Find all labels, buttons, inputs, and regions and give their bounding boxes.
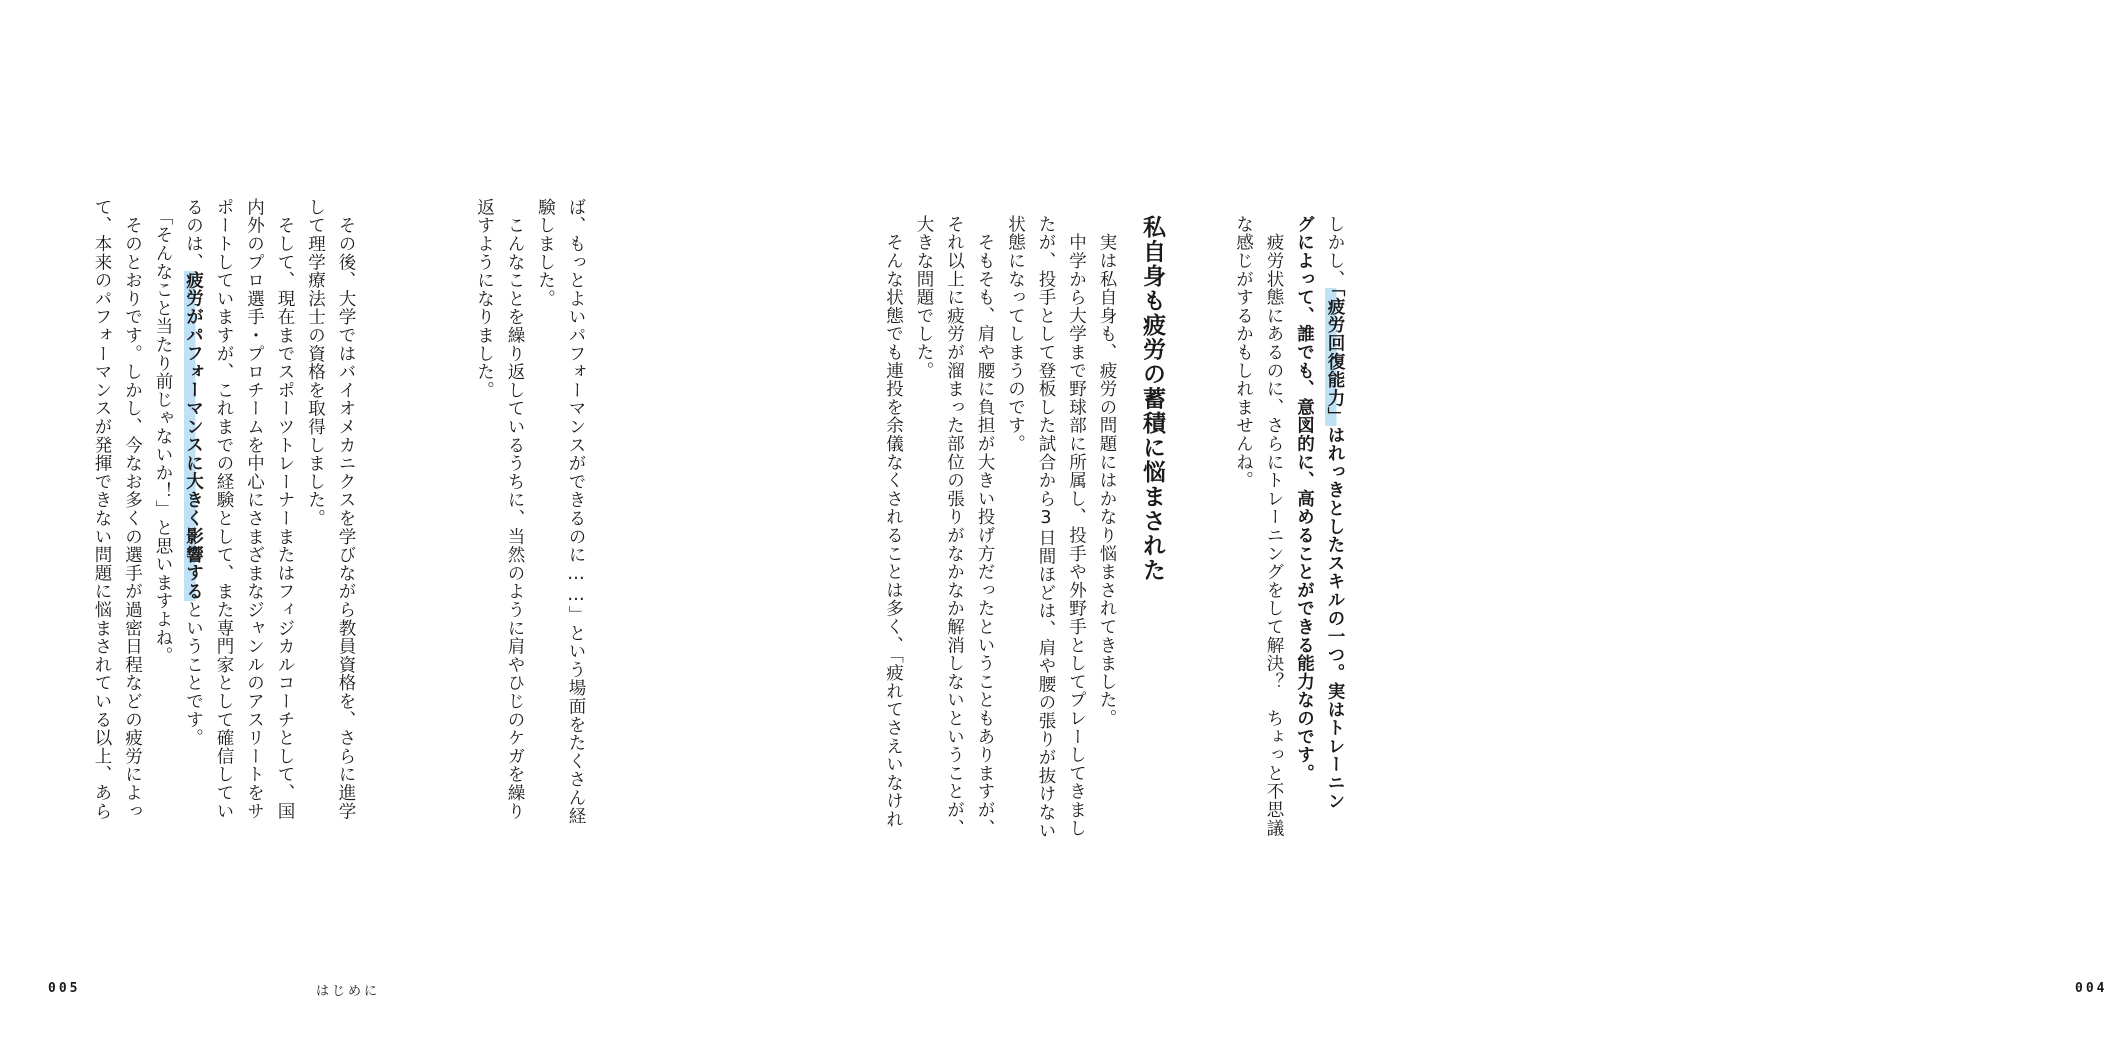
text-line [909, 215, 940, 875]
text-line [1031, 215, 1062, 875]
text-run: ということです。 [183, 600, 204, 748]
text-line [270, 198, 301, 898]
text-run: 疲労状態にあるのに、さらにトレーニングをして解決？ ちょっと不思議 [1264, 215, 1284, 838]
bold-text: はれっきとしたスキルの一つ。実はトレーニン [1325, 425, 1345, 811]
text-run: 中学から大学まで野球部に所属し、投手や外野手としてプレーしてきまし [1066, 215, 1087, 838]
text-line [939, 215, 970, 875]
text-line [209, 198, 240, 898]
text-run: そして、現在までスポーツトレーナーまたはフィジカルコーチとして、国 [275, 198, 295, 821]
bold-text: グによって、誰でも、意図的に、高めることができる能力なのです。 [1294, 215, 1315, 783]
text-line [1320, 215, 1351, 875]
text-run: 状態になってしまうのです。 [1005, 215, 1026, 453]
text-run: て、本来のパフォーマンスが発揮できない問題に悩まされている以上、あら [92, 198, 112, 821]
text-run: な感じがするかもしれませんね。 [1233, 215, 1254, 490]
text-line [1061, 215, 1092, 875]
text-run: たが、投手として登板した試合から3日間ほどは、肩や腰の張りが抜けない [1036, 215, 1056, 840]
paragraph-gap [361, 198, 415, 898]
text-run: 実は私自身も、疲労の問題にはかなり悩まされてきました。 [1097, 215, 1117, 728]
text-run: そんな状態でも連投を余儀なくされることは多く、「疲れてさえいなけれ [883, 215, 904, 829]
text-line [148, 198, 179, 898]
text-line [1228, 215, 1259, 875]
text-line [469, 198, 500, 898]
text-line [1259, 215, 1290, 875]
right-page [719, 0, 2107, 1048]
paragraph-gap [1174, 215, 1228, 875]
text-line [530, 198, 561, 898]
highlighted-text: 疲労がパフォーマンスに大きく影響する [183, 271, 204, 601]
left-page-body [71, 198, 591, 898]
highlighted-text: 「疲労回復能力」 [1325, 288, 1345, 426]
text-run: 大きな問題でした。 [914, 215, 934, 380]
text-line [1092, 215, 1123, 875]
text-run: それ以上に疲労が溜まった部位の張りがなかなか解消しないということが、 [944, 215, 965, 838]
text-run: ポートしていますが、これまでの経験として、また専門家として確信してい [214, 198, 234, 821]
section-heading: 私自身も疲労の蓄積に悩まされた [1139, 215, 1165, 583]
text-line [239, 198, 270, 898]
text-run: るのは、 [183, 198, 204, 272]
text-line [878, 215, 909, 875]
paragraph-gap [415, 198, 469, 898]
text-line [500, 198, 531, 898]
text-line [1289, 215, 1320, 875]
running-head: はじめに [316, 984, 381, 999]
page-number-left: 005 [48, 981, 81, 996]
text-run: 「そんなこと当たり前じゃないか！」と思いますよね。 [153, 198, 173, 666]
text-run: その後、大学ではバイオメカニクスを学びながら教員資格を、さらに進学 [336, 198, 356, 821]
right-page-body [750, 215, 1350, 875]
left-page [0, 0, 719, 1048]
text-run: そもそも、肩や腰に負担が大きい投げ方だったということもありますが、 [975, 215, 995, 838]
text-run: 返すようになりました。 [474, 198, 495, 400]
text-run: 験しました。 [535, 198, 556, 308]
text-line [561, 198, 592, 898]
text-line [300, 198, 331, 898]
text-run: しかし、 [1325, 215, 1345, 289]
text-run: ば、もっとよいパフォーマンスができるのに……」という場面をたくさん経 [566, 198, 586, 826]
text-line [178, 198, 209, 898]
text-run: 内外のプロ選手・プロチームを中心にさまざまなジャンルのアスリートをサ [244, 198, 265, 821]
text-line [331, 198, 362, 898]
page-number-right: 004 [2075, 981, 2107, 996]
text-line [970, 215, 1001, 875]
text-run: こんなことを繰り返しているうちに、当然のように肩やひじのケガを繰り [505, 198, 525, 821]
text-line [87, 198, 118, 898]
text-run: して理学療法士の資格を取得しました。 [305, 198, 326, 528]
text-line [1000, 215, 1031, 875]
text-run: そのとおりです。しかし、今なお多くの選手が過密日程などの疲労によっ [122, 198, 143, 821]
text-line [117, 198, 148, 898]
